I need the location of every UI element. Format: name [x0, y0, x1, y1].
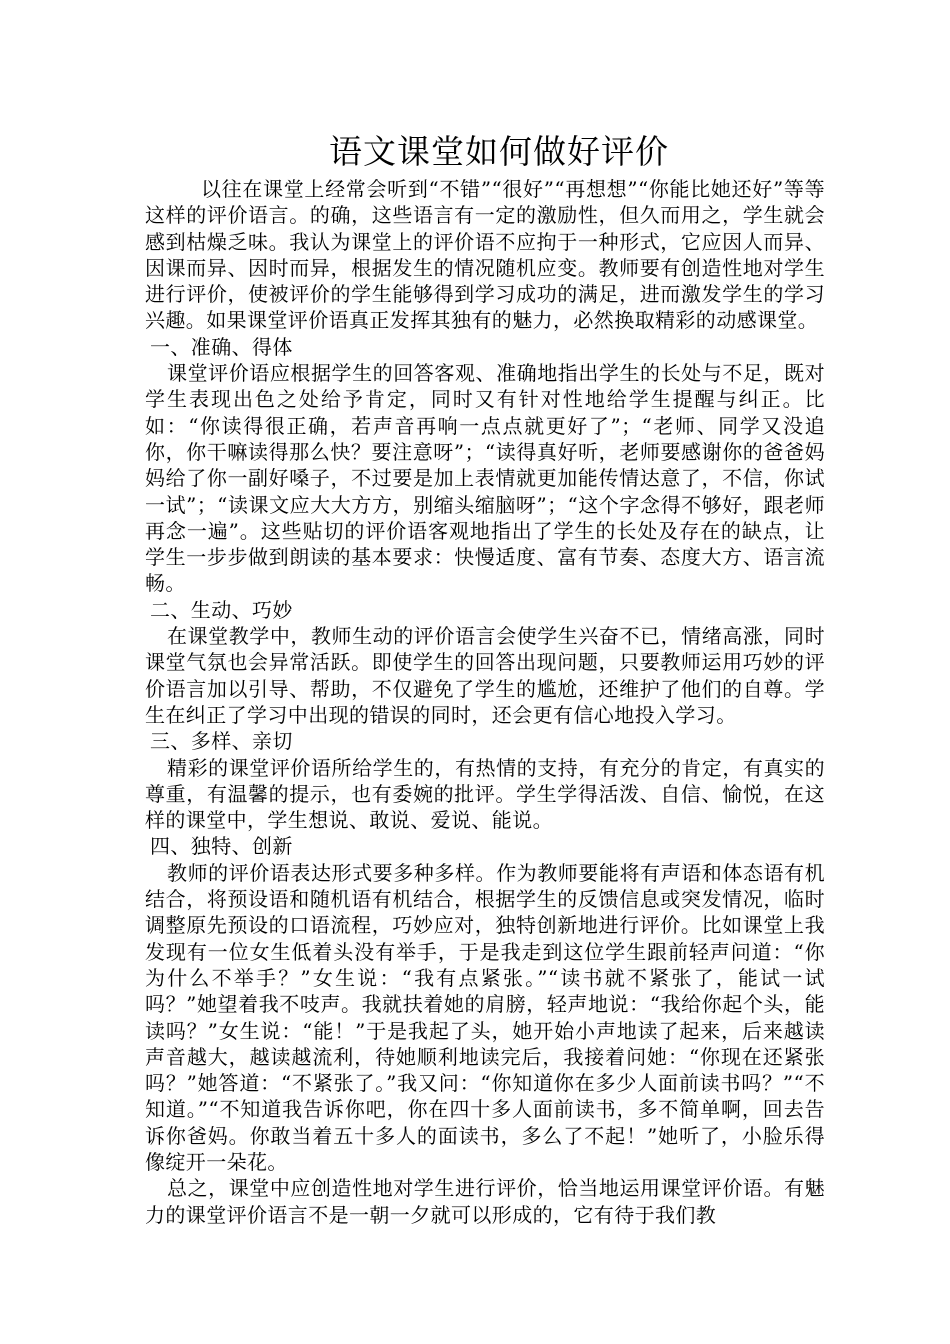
document-title: 语文课堂如何做好评价 — [329, 132, 669, 171]
section-body-2: 在课堂教学中，教师生动的评价语言会使学生兴奋不已，情绪高涨，同时课堂气氛也会异常活跃。即使学生的回答出现问题，只要教师运用巧妙的评价语言加以引导、帮助，不仅避免了学生的尴尬，还维护了他们的自尊。学生在纠正了学习中出现的错误的同时，还会更有信心地投入学习。 — [145, 624, 825, 727]
intro-paragraph: 以往在课堂上经常会听到“不错”“很好”“再想想”“你能比她还好”等等这样的评价语言。的确，这些语言有一定的激励性，但久而用之，学生就会感到枯燥乏味。我认为课堂上的评价语不应拘于一种形式，它应因人而异、因课而异、因时而异，根据发生的情况随机应变。教师要有创造性地对学生进行评价，使被评价的学生能够得到学习成功的满足，进而激发学生的学习兴趣。如果课堂评价语真正发挥其独有的魅力，必然换取精彩的动感课堂。 — [145, 177, 825, 333]
section-heading-3: 三、多样、亲切 — [150, 729, 293, 754]
section-body-1: 课堂评价语应根据学生的回答客观、准确地指出学生的长处与不足，既对学生表现出色之处给予肯定，同时又有针对性地给学生提醒与纠正。比如：“你读得很正确，若声音再响一点点就更好了”；“老师、同学又没追你，你干嘛读得那么快？要注意呀”；“读得真好听，老师要感谢你的爸爸妈妈给了你一副好嗓子，不过要是加上表情就更加能传情达意了，不信，你试一试”；“读课文应大大方方，别缩头缩脑呀”；“这个字念得不够好，跟老师再念一遍”。这些贴切的评价语客观地指出了学生的长处及存在的缺点，让学生一步步做到朗读的基本要求：快慢适度、富有节奏、态度大方、语言流畅。 — [145, 361, 825, 596]
section-body-4: 教师的评价语表达形式要多种多样。作为教师要能将有声语和体态语有机结合，将预设语和随机语有机结合，根据学生的反馈信息或突发情况，临时调整原先预设的口语流程，巧妙应对，独特创新地进行评价。比如课堂上我发现有一位女生低着头没有举手，于是我走到这位学生跟前轻声问道：“你为什么不举手？”女生说：“我有点紧张。”“读书就不紧张了，能试一试吗？”她望着我不吱声。我就扶着她的肩膀，轻声地说：“我给你起个头，能读吗？”女生说：“能！”于是我起了头，她开始小声地读了起来，后来越读声音越大，越读越流利，待她顺利地读完后，我接着问她：“你现在还紧张吗？”她答道：“不紧张了。”我又问：“你知道你在多少人面前读书吗？”“不知道。”“不知道我告诉你吧，你在四十多人面前读书，多不简单啊，回去告诉你爸妈。你敢当着五十多人的面读书，多么了不起！”她听了，小脸乐得像绽开一朵花。 — [145, 860, 825, 1174]
section-heading-1: 一、准确、得体 — [150, 334, 293, 359]
section-body-3: 精彩的课堂评价语所给学生的，有热情的支持，有充分的肯定，有真实的尊重，有温馨的提示，也有委婉的批评。学生学得活泼、自信、愉悦，在这样的课堂中，学生想说、敢说、爱说、能说。 — [145, 755, 825, 833]
conclusion-paragraph: 总之，课堂中应创造性地对学生进行评价，恰当地运用课堂评价语。有魅力的课堂评价语言不是一朝一夕就可以形成的，它有待于我们教 — [145, 1176, 825, 1227]
document-page — [145, 128, 825, 1228]
section-heading-4: 四、独特、创新 — [150, 834, 293, 859]
section-heading-2: 二、生动、巧妙 — [150, 597, 293, 622]
